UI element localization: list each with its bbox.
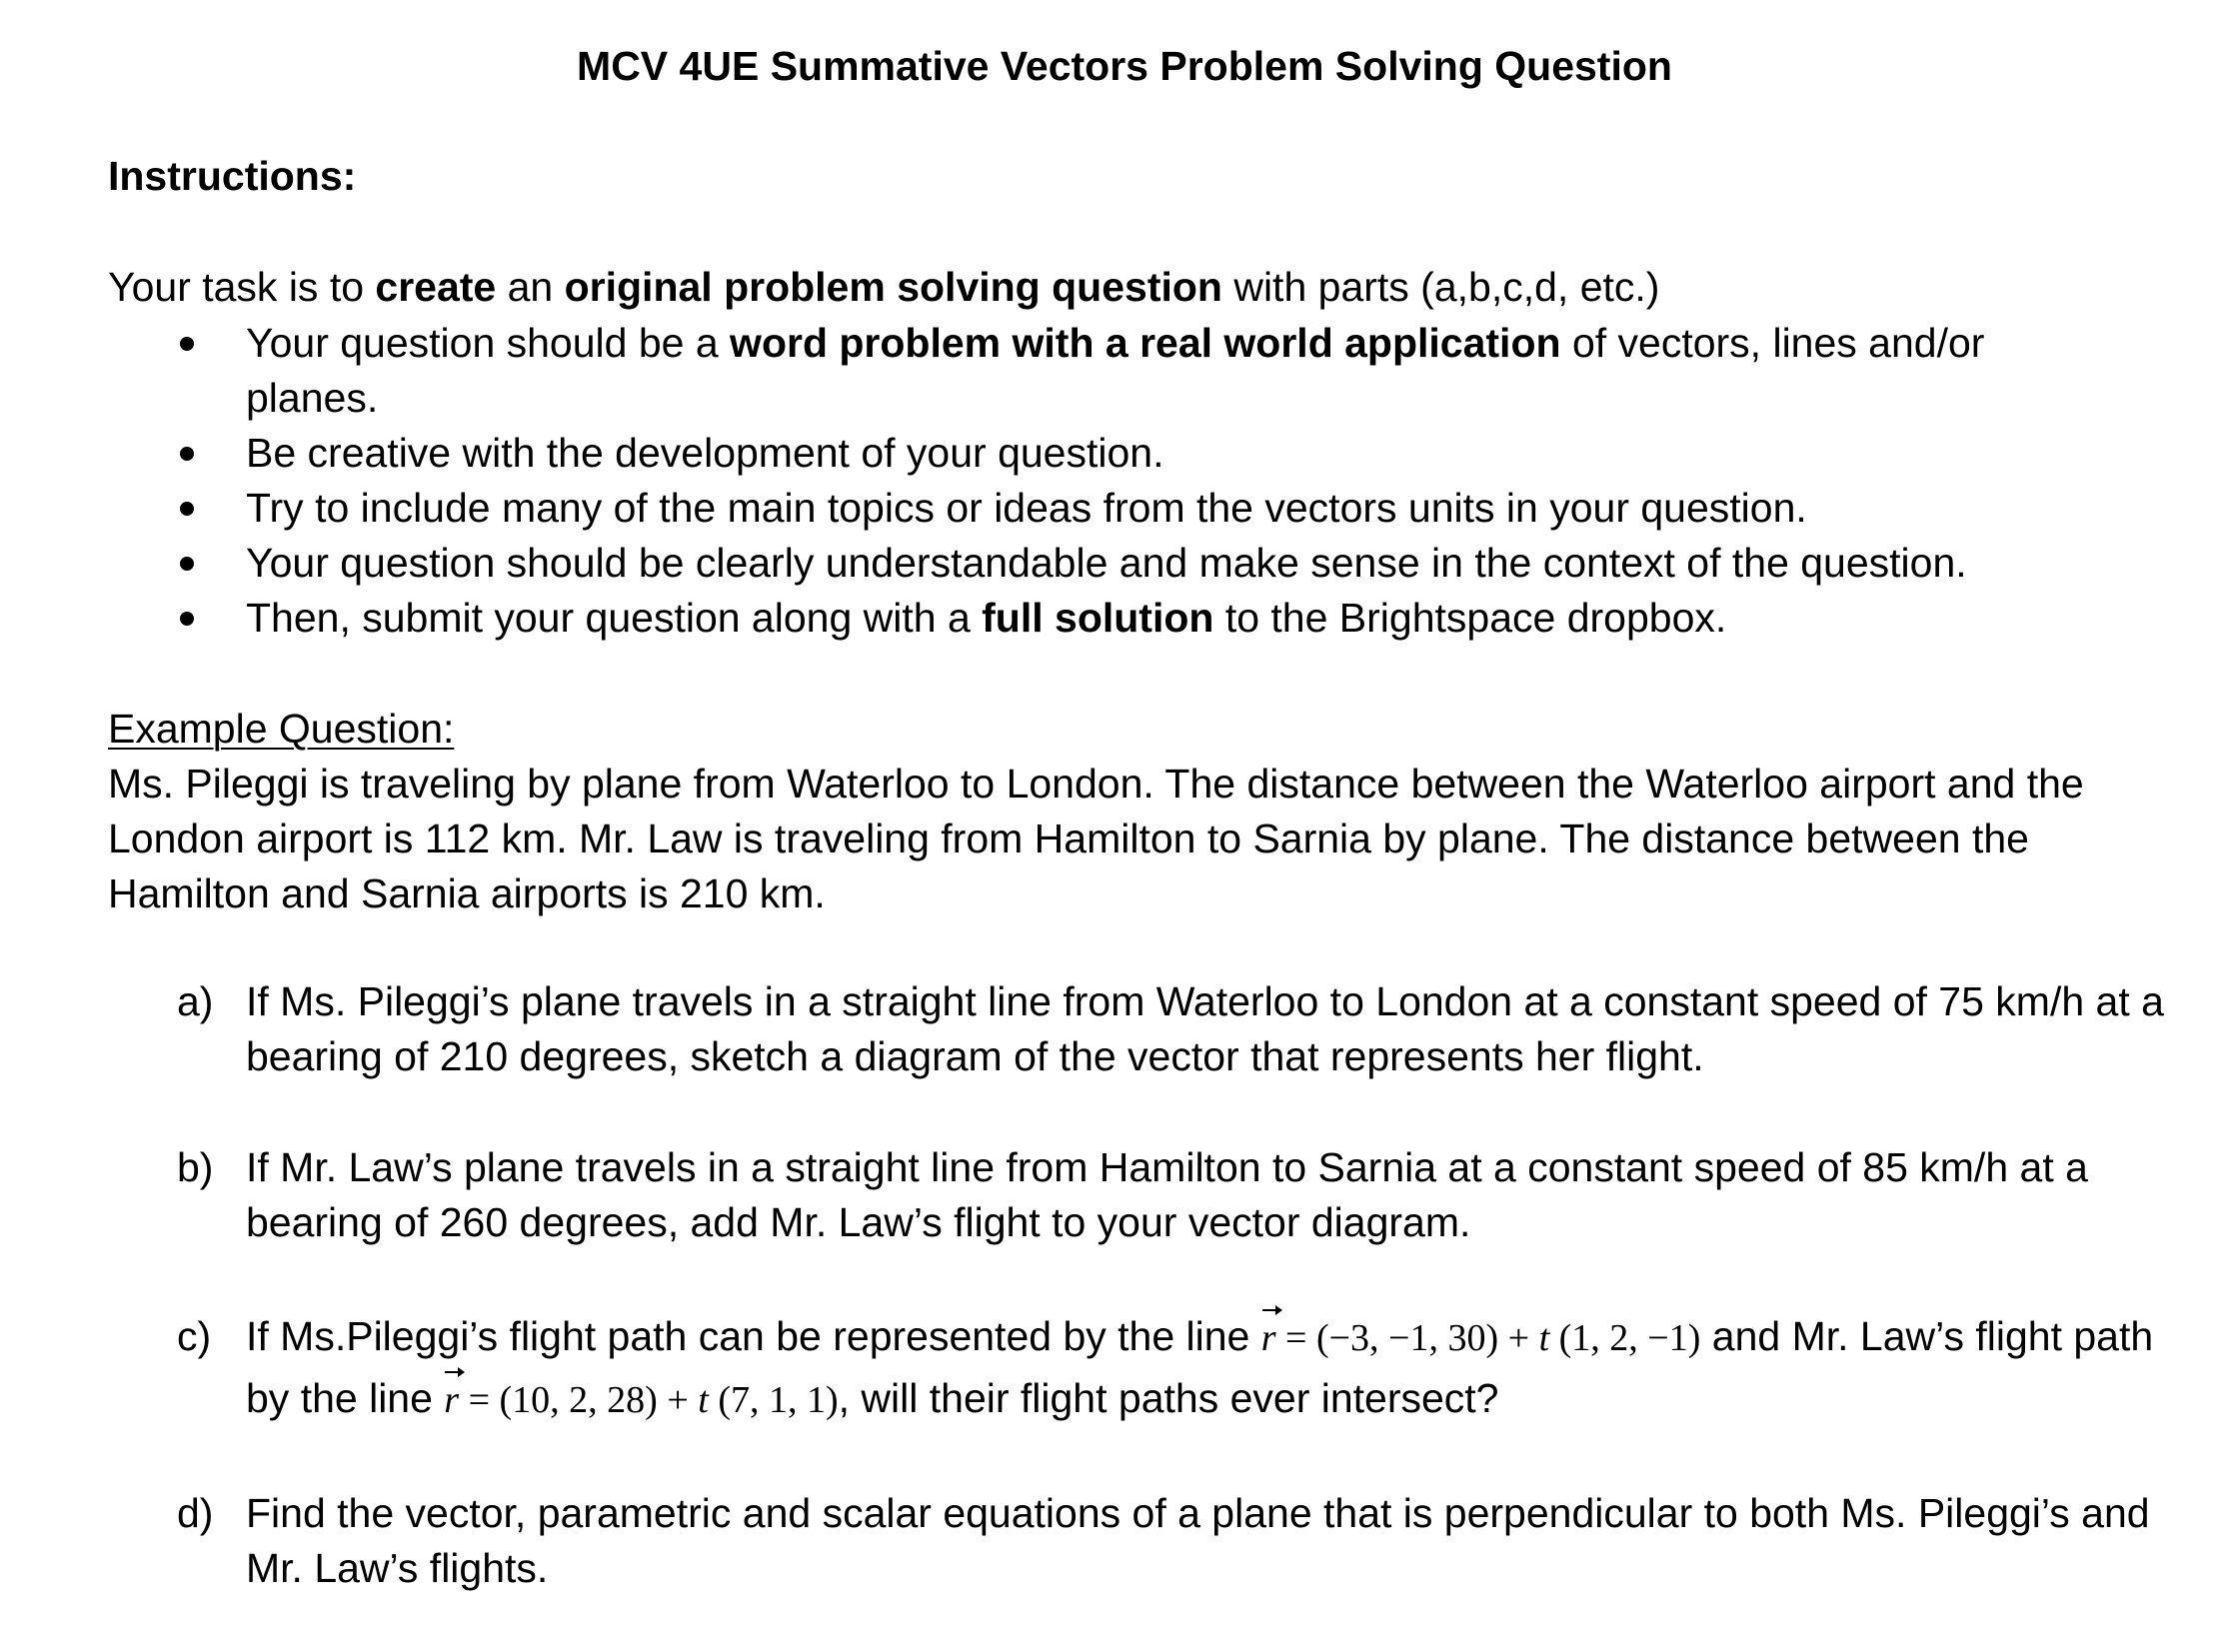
bullet-item: Then, submit your question along with a full solution to the Brightspace dropbox. [108,591,2107,646]
part-label: a) [177,978,214,1024]
part-a [108,974,2187,1084]
intro-text-2: an [496,264,565,310]
bullet-icon [180,502,194,516]
intro-bold-create: create [375,264,497,310]
part-text: If Ms.Pileggi’s flight path can be represented by the line [246,1313,1261,1359]
line-equation-2: r = (10, 2, 28) + t (7, 1, 1) [444,1379,838,1421]
example-parts-list [108,974,2187,1652]
bullet-item: Be creative with the development of your question. [108,426,2107,481]
bullet-item: Your question should be a word problem with a real world application of vectors, lines and/or planes. [108,316,2107,426]
line-equation-1: r = (−3, −1, 30) + t (1, 2, −1) [1261,1317,1701,1359]
bullet-icon [180,612,194,626]
instructions-bullet-list [108,316,2107,646]
part-text: If Mr. Law’s plane travels in a straight line from Hamilton to Sarnia at a constant speed of 85 km/h at a bearing of 260 degrees, add Mr. Law’s flight to your vector diagram. [246,1144,2088,1245]
part-text: If Ms. Pileggi’s plane travels in a straight line from Waterloo to London at a constant speed of 75 km/h at a bearing of 210 degrees, sketch a diagram of the vector that represents her flight. [246,978,2164,1079]
intro-text-3: with parts (a,b,c,d, etc.) [1221,264,1660,310]
vector-r-symbol: r [444,1370,459,1430]
part-d [108,1486,2187,1596]
part-text: Find the vector, parametric and scalar equations of a plane that is perpendicular to both Ms. Pileggi’s and Mr. Law’s flights. [246,1490,2150,1591]
instructions-heading: Instructions: [108,153,357,199]
part-label: c) [177,1313,212,1359]
part-text: , will their flight paths ever intersect? [838,1375,1499,1421]
bullet-icon [180,447,194,461]
bullet-item: Try to include many of the main topics or ideas from the vectors units in your question. [108,481,2107,536]
part-b [108,1140,2187,1250]
bullet-icon [180,557,194,571]
example-body: Ms. Pileggi is traveling by plane from Waterloo to London. The distance between the Waterloo airport and the London airport is 112 km. Mr. Law is traveling from Hamilton to Sarnia by plane. The distance between the Hamilton and Sarnia airports is 210 km. [108,761,2084,916]
part-c [108,1306,2187,1430]
example-section [108,702,2167,921]
intro-bold-original: original problem solving question [564,264,1222,310]
part-text: and Mr. Law’s flight path by the line [246,1313,2154,1421]
part-label: d) [177,1490,214,1536]
document-title: MCV 4UE Summative Vectors Problem Solving Question [577,43,1672,89]
vector-r-symbol: r [1261,1308,1276,1368]
instructions-intro [108,260,2187,315]
intro-text-1: Your task is to [108,264,376,310]
bullet-item: Your question should be clearly understandable and make sense in the context of the question. [108,536,2107,591]
bullet-icon [180,337,194,351]
example-heading: Example Question: [108,706,455,752]
part-label: b) [177,1144,214,1190]
